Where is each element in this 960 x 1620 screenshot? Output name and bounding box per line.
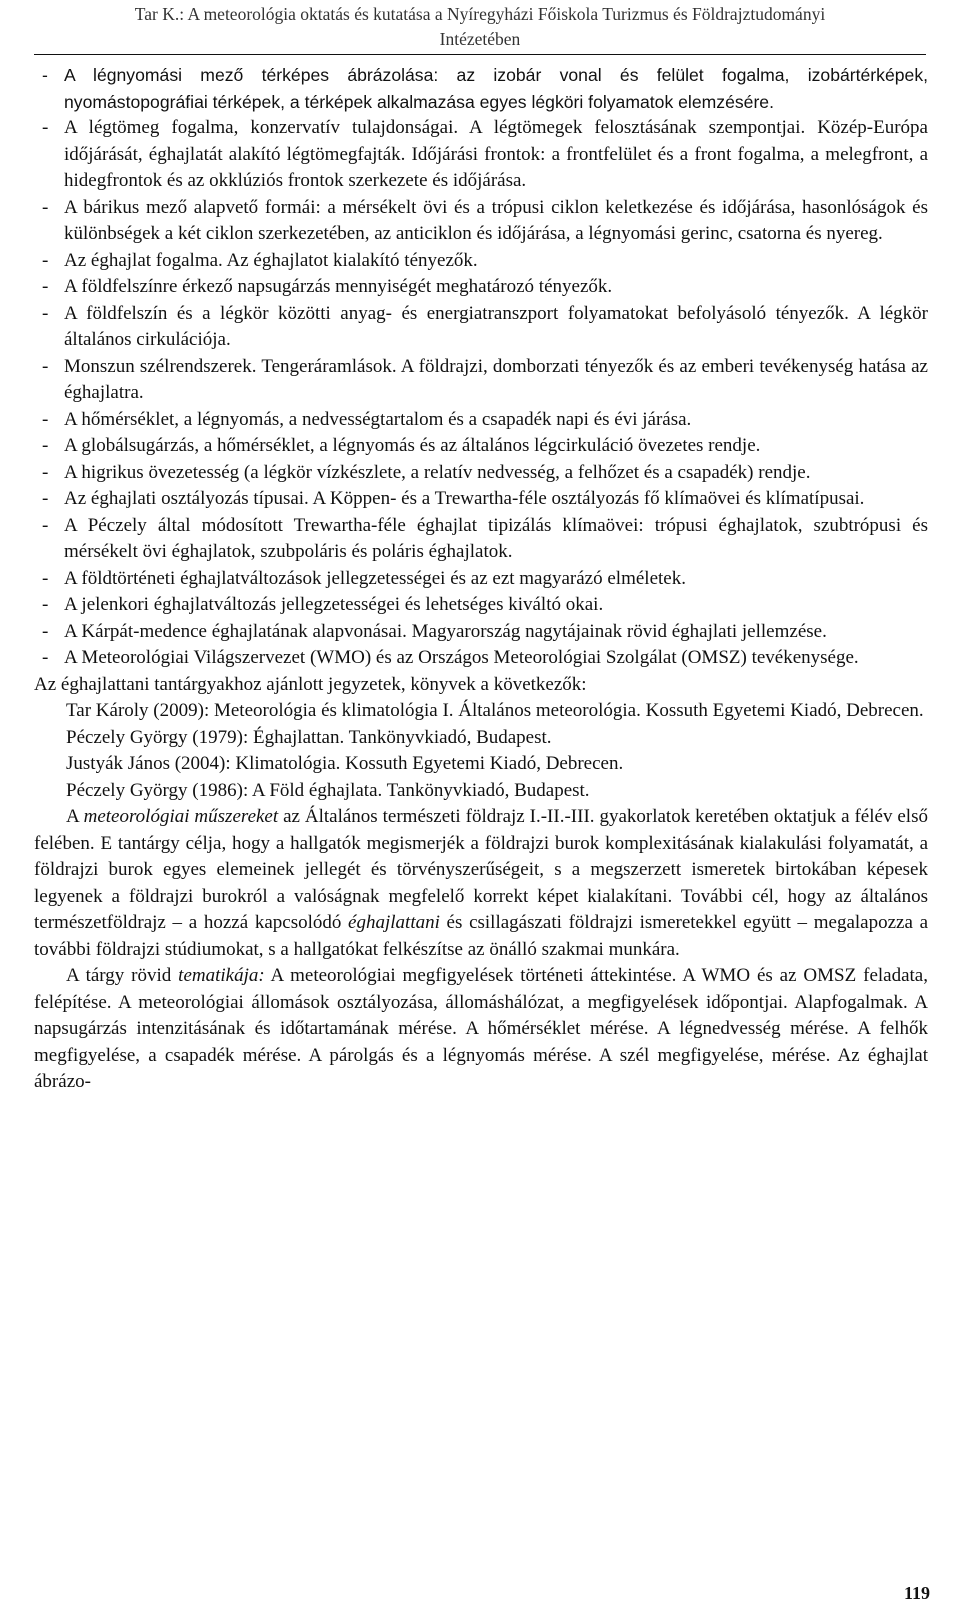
list-item: - A bárikus mező alapvető formái: a mérsékelt övi és a trópusi ciklon keletkezése és időjárása, hasonlóságok és különbségek a két ciklon szerkezetében, az anticiklon és időjárása, a légnyomási gerinc, csatorna és nyereg.	[34, 195, 928, 248]
running-header	[30, 2, 930, 52]
reference-item: Justyák János (2004): Klimatológia. Kossuth Egyetemi Kiadó, Debrecen.	[66, 753, 624, 774]
references-list	[34, 698, 928, 804]
page-number: 119	[903, 1583, 930, 1603]
list-item: - A földtörténeti éghajlatváltozások jellegzetességei és az ezt magyarázó elméletek.	[34, 566, 928, 593]
paragraph-thematics	[34, 963, 928, 1096]
text-span: A	[66, 806, 84, 827]
header-line-2: Intézetében	[439, 29, 521, 49]
text-span: A tárgy rövid	[66, 965, 179, 986]
list-item: - A légtömeg fogalma, konzervatív tulajdonságai. A légtömegek felosztásának szempontjai. Közép-Európa időjárását, éghajlatát alakító légtömegfajták. Időjárási frontok: a frontfelület és a front fogalma, a melegfront, a hidegfrontok és az okklúziós frontok szerkezete és időjárása.	[34, 115, 928, 195]
reference-item: Péczely György (1986): A Föld éghajlata. Tankönyvkiadó, Budapest.	[66, 779, 590, 801]
list-item: - Monszun szélrendszerek. Tengeráramlások. A földrajzi, domborzati tényezők és az emberi tevékenység hatása az éghajlatra.	[34, 354, 928, 407]
list-item: - A hőmérséklet, a légnyomás, a nedvességtartalom és a csapadék napi és évi járása.	[34, 407, 928, 434]
list-item: - A globálsugárzás, a hőmérséklet, a légnyomás és az általános légcirkuláció övezetes rendje.	[34, 433, 928, 460]
list-item: - A légnyomási mező térképes ábrázolása: az izobár vonal és felület fogalma, izobártérképek, nyomástopográfiai térképek, a térképek alkalmazása egyes légköri folyamatok elemzésére.	[34, 62, 928, 115]
list-item: - A földfelszínre érkező napsugárzás mennyiségét meghatározó tényezők.	[34, 274, 928, 301]
list-item: - A földfelszín és a légkör közötti anyag- és energiatranszport folyamatokat befolyásoló tényezők. A légkör általános cirkulációja.	[34, 301, 928, 354]
emphasis: tematikája:	[178, 965, 265, 986]
list-item: - Az éghajlat fogalma. Az éghajlatot kialakító tényezők.	[34, 248, 928, 275]
text-span: és csillagászati földrajzi ismeretekkel együtt – megalapozza a további földrajzi stúdiumokat, s a hallgatókat felkészítse az önálló szakmai munkára.	[34, 912, 928, 960]
emphasis: éghajlattani	[348, 912, 440, 933]
list-item: - A Meteorológiai Világszervezet (WMO) és az Országos Meteorológiai Szolgálat (OMSZ) tevékenysége.	[34, 645, 928, 672]
page-content	[34, 62, 928, 1096]
paragraph-instruments	[34, 804, 928, 963]
text-span: A meteorológiai megfigyelések történeti áttekintése. A WMO és az OMSZ feladata, felépítése. A meteorológiai állomások osztályozása, állomáshálózat, a megfigyelések időpontjai. Alapfogalmak. A napsugárzás intenzitásának és időtartamának mérése. A hőmérséklet mérése. A légnedvesség mérése. A felhők megfigyelése, a csapadék mérése. A párolgás és a légnyomás mérése. A szél megfigyelése, mérése. Az éghajlat ábrázo-	[34, 965, 928, 1092]
list-item: - A higrikus övezetesség (a légkör vízkészlete, a relatív nedvesség, a felhőzet és a csapadék) rendje.	[34, 460, 928, 487]
emphasis: meteorológiai műszereket	[83, 806, 279, 827]
references-intro: Az éghajlattani tantárgyakhoz ajánlott jegyzetek, könyvek a következők:	[34, 673, 587, 695]
list-item: - A Péczely által módosított Trewartha-féle éghajlat tipizálás klímaövei: trópusi éghajlatok, szubtrópusi és mérsékelt övi éghajlatok, szubpoláris és poláris éghajlatok.	[34, 513, 928, 566]
list-item: - Az éghajlati osztályozás típusai. A Köppen- és a Trewartha-féle osztályozás fő klímaövei és klímatípusai.	[34, 486, 928, 513]
text-span: az Általános természeti földrajz I.-II.-III. gyakorlatok keretében oktatjuk a félév első felében. E tantárgy célja, hogy a hallgatók megismerjék a földrajzi burok komplexitásának kialakulási folyamatát, a földrajzi burok egyes elemeinek jellegét és törvényszerűségeit, s a megszerzett ismeretek birtokában képesek legyenek a földrajzi burokról a valóságnak megfelelő korrekt képet kialakítani. További cél, hogy az általános természetföldrajz – a hozzá kapcsolódó	[34, 806, 928, 933]
list-item: - A Kárpát-medence éghajlatának alapvonásai. Magyarország nagytájainak rövid éghajlati jellemzése.	[34, 619, 928, 646]
list-item: - A jelenkori éghajlatváltozás jellegzetességei és lehetséges kiváltó okai.	[34, 592, 928, 619]
reference-item: Péczely György (1979): Éghajlattan. Tankönyvkiadó, Budapest.	[66, 726, 552, 748]
topic-list	[34, 62, 928, 672]
header-line-1: Tar K.: A meteorológia oktatás és kutatása a Nyíregyházi Főiskola Turizmus és Földrajztudományi	[134, 4, 826, 24]
reference-item: Tar Károly (2009): Meteorológia és klimatológia I. Általános meteorológia. Kossuth Egyetemi Kiadó, Debrecen.	[66, 700, 924, 721]
header-divider	[34, 54, 926, 55]
